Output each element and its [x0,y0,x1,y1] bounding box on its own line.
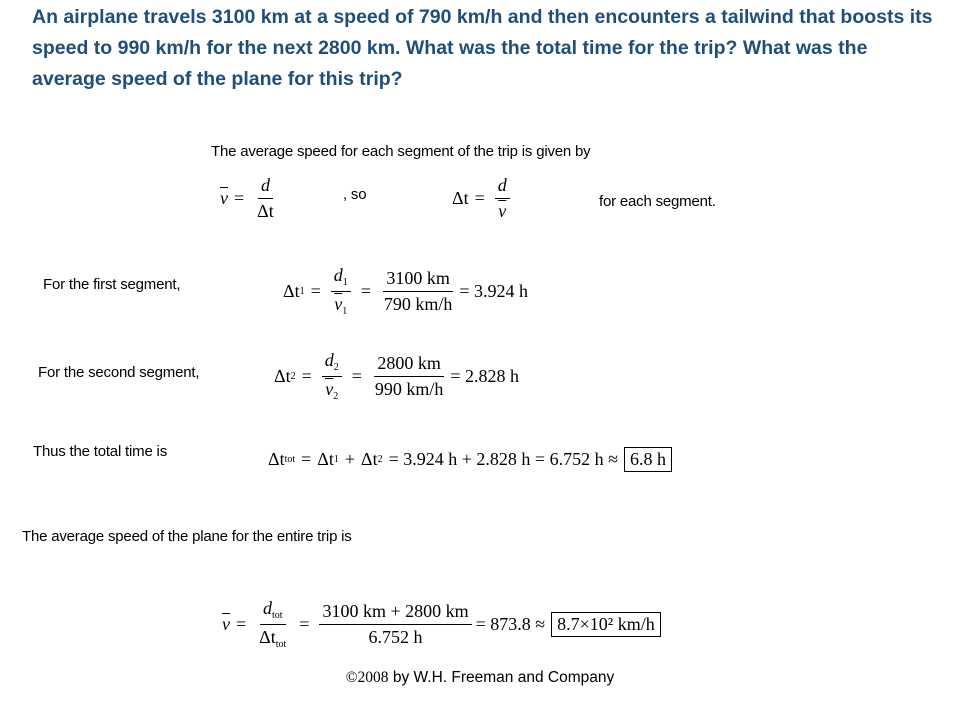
so-text: , so [343,186,367,203]
vbar-symbol: $\overline{v}$ [220,187,228,208]
segment2-result: = 2.828 h [450,365,520,386]
each-segment-text: for each segment. [599,193,716,210]
segment2-label: For the second segment, [38,364,200,381]
time-numerator: d [495,175,510,199]
segment2-denominator: 990 km/h [374,378,444,399]
average-speed-label: The average speed of the plane for the entire trip is [22,528,352,545]
copyright-footer [0,669,960,687]
time-denominator: v [498,200,507,221]
problem-statement: An airplane travels 3100 km at a speed of 790 km/h and then encounters a tailwind that boosts its speed to 990 km/h for the next 2800 km. What was the total time for the trip? What was the average speed of the plane for this trip? [32,6,933,90]
segment1-denominator: 790 km/h [383,293,453,314]
copyright-text: by W.H. Freeman and Company [388,669,615,686]
segment2-equation: Δt 2 = $\frac{d_2}{\overline{v}_2}$ = $\frac{2800 km}{990 km/h}$ = 2.828 h [274,350,520,402]
average-speed-answer: 8.7×10² km/h [551,612,661,637]
time-definition: Δt = $\frac{d}{v}$ [452,175,514,221]
copyright-symbol: ©2008 [345,669,389,686]
dt-symbol: Δt [452,187,469,208]
average-speed-equation: $\overline{v}$ = $\frac{d_{tot}}{\Delta t_{tot}}$ = $\frac{3100 km + 2800 km}{6.752 h}$ = 873.8 ≈ 8.7×10² km/h [222,598,661,650]
definition-denominator: Δt [257,200,274,221]
definition-fraction [254,175,277,221]
average-numerator: 3100 km + 2800 km [319,601,471,625]
time-fraction [495,175,510,221]
total-time-answer: 6.8 h [624,447,672,472]
segment1-result: = 3.924 h [459,280,529,301]
average-denominator: 6.752 h [368,626,423,647]
segment2-numerator: 2800 km [374,353,444,377]
intro-text: The average speed for each segment of the trip is given by [211,143,591,160]
total-time-label: Thus the total time is [33,443,167,460]
definition-numerator: d [258,175,273,199]
segment1-numerator: 3100 km [383,268,453,292]
avg-speed-definition: $\overline{v}$ = $\frac{d}{\Delta t}$ [220,175,281,221]
segment1-equation: Δt 1 = $\frac{d_1}{\overline{v}_1}$ = $\frac{3100 km}{790 km/h}$ = 3.924 h [283,265,529,317]
average-result: = 873.8 ≈ [475,613,546,634]
segment1-label: For the first segment, [43,276,181,293]
total-time-expression: = 3.924 h + 2.828 h = 6.752 h ≈ [388,449,618,469]
total-time-equation: Δt tot = Δt 1 + Δt 2 = 3.924 h + 2.828 h = 6.752 h ≈ 6.8 h [268,447,672,472]
